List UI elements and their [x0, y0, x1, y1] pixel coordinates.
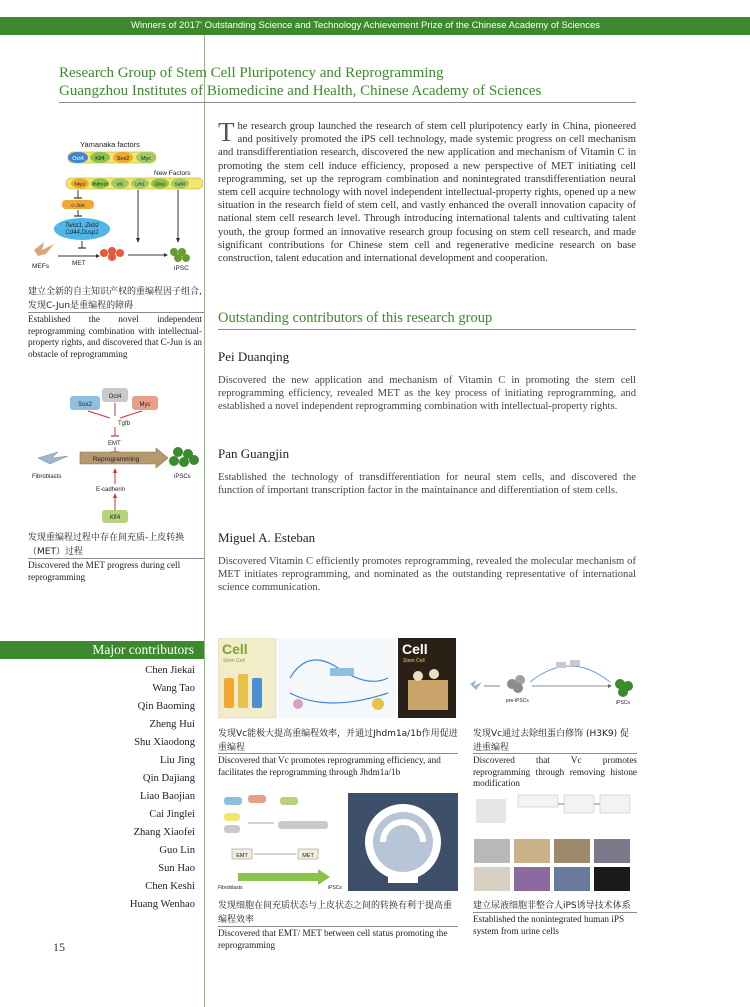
met-pathway-diagram	[28, 382, 203, 527]
header-banner	[0, 17, 750, 35]
fig2-ecadherin: E-cadherin	[96, 487, 126, 493]
major-contributors-list	[0, 662, 195, 914]
fig2-sox2: Sox2	[78, 402, 92, 408]
factor-myc: Myc	[140, 156, 152, 162]
fig2-caption-rule	[28, 558, 204, 559]
emt-met-figure	[218, 793, 458, 891]
new-factors-label: New Factors	[154, 170, 191, 177]
factor-sox2: Sox2	[116, 156, 130, 162]
contributor-name: Pan Guangjin	[218, 446, 290, 461]
fig2-oct4: Oct4	[108, 394, 122, 400]
page-number: 15	[53, 940, 65, 954]
vertical-divider	[204, 35, 205, 1007]
list-item: Sun Hao	[158, 863, 195, 874]
fig1-caption-zh: 建立全新的自主知识产权的重编程因子组合, 发现C-Jun是重编程的障碍	[28, 287, 202, 311]
fig2-tgfb: Tgfb	[118, 421, 131, 427]
fig4-pre-ipscs: pre-iPSCs	[506, 698, 529, 704]
factor-id1: Id1	[116, 182, 124, 188]
list-item: Cai Jinglei	[149, 809, 195, 820]
fig6-caption-zh: 建立尿液细胞非整合人iPS诱导技术体系	[473, 901, 631, 911]
histone-modification-figure	[470, 640, 636, 718]
list-item: Shu Xiaodong	[134, 737, 195, 748]
urine-ips-figure	[470, 793, 636, 893]
fig2-ipscs: iPSCs	[174, 474, 191, 480]
fig5-met: MET	[302, 853, 314, 859]
intro-text: he research group launched the research of stem cell pluripotency early in China, pioneered and positively promoted the iPS cell technology, made systemic progress on cell mechanism and transdifferentiation research, discovered the new application and mechanism of Vitamin C in promoting the stem cell induce efficiency, proposed a new perspective of MET initiating cell reprogramming, set up the reprogram combination and nonintegrated transdifferentiation neural stem cell acquire technology with novel independent intellectual-property rights, opened up a new situation in the research field of stem cell, and vastly enhanced the overall innovation capacity of national stem cell research level. Through introducing international talents and cultivating talent youth, the group formed an innovative research group focusing on stem cell research, and made significant contributions for Chinese stem cell and regenerative medicine research on base construction, talent education and international development and cooperation.	[218, 121, 636, 265]
major-contributors-title: Major contributors	[92, 642, 194, 657]
factor-oct4: Oct4	[72, 156, 84, 162]
list-item: Chen Keshi	[145, 881, 195, 892]
fig3-caption-en: Discovered that Vc promotes reprogramming efficiency, and facilitates the reprogramming through Jhdm1a/1b	[218, 755, 441, 777]
fig2-myc: Myc	[139, 402, 151, 408]
cover2-subtitle: Stem Cell	[403, 658, 425, 664]
fig5-fibroblasts: Fibroblasts	[218, 885, 243, 891]
banner-text: Winners of 2017' Outstanding Science and Technology Achievement Prize of the Chinese Academy of Sciences	[131, 20, 600, 31]
mefs-label: MEFs	[32, 263, 49, 270]
contributor-desc: Discovered Vitamin C efficiently promotes reprogramming, revealed the molecular mechanism of MET initiates reprogramming, and nominated as the outstanding representative of international science communication.	[218, 556, 636, 594]
fig2-caption-en: Discovered the MET progress during cell reprogramming	[28, 560, 181, 582]
section-title: Outstanding contributors of this research group	[218, 310, 493, 326]
factor-jhdm1b: Jhdm1b	[91, 182, 109, 188]
fig5-ipscs: iPSCs	[328, 885, 342, 891]
fig6-caption-rule	[473, 912, 637, 913]
list-item: Zheng Hui	[149, 719, 195, 730]
contributor-desc: Discovered the new application and mechanism of Vitamin C in promoting the stem cell reprogramming efficiency, revealed MET as the key process of initiating reprogramming, and established a novel independent reprogramming combination with intellectual-property rights.	[218, 375, 636, 413]
fig6-caption-en: Established the nonintegrated human iPS system from urine cells	[473, 914, 625, 936]
fig1-title: Yamanaka factors	[80, 140, 140, 149]
cover1-title: Cell	[222, 641, 248, 657]
ipsc-label: iPSC	[174, 265, 189, 272]
list-item: Chen Jiekai	[145, 665, 195, 676]
list-item: Huang Wenhao	[129, 899, 195, 910]
list-item: Liu Jing	[159, 755, 195, 766]
fig4-caption-rule	[473, 753, 637, 754]
factor-klf4: Klf4	[95, 156, 105, 162]
fig5-emt: EMT	[236, 853, 248, 859]
section-rule	[218, 329, 636, 330]
fig4-caption-zh: 发现Vc通过去除组蛋白修饰 (H3K9) 促进重编程	[473, 729, 629, 753]
targets-line2: Cd44,Dusp1	[65, 230, 99, 236]
fig1-caption-en: Established the novel independent reprogramming combination with intellectual-property rights, and discovered that C-Jun is an obstacle of reprogramming	[28, 314, 203, 359]
fig4-caption-en: Discovered that Vc promotes reprogramming through removing histone modification	[473, 755, 637, 789]
heading-rule	[59, 102, 636, 103]
fig2-emt: EMT	[108, 441, 121, 447]
contributor-name: Miguel A. Esteban	[218, 530, 316, 545]
fig2-fibroblasts: Fibroblasts	[32, 474, 62, 480]
list-item: Qin Baoming	[137, 701, 195, 712]
intro-paragraph	[218, 117, 636, 265]
fig1-caption-rule	[28, 312, 204, 313]
group-title: Research Group of Stem Cell Pluripotency and Reprogramming	[59, 65, 444, 81]
fig4-ipscs: iPSCs	[616, 700, 630, 706]
fig2-reprogramming: Reprogramming	[92, 456, 140, 463]
met-label: MET	[72, 260, 86, 267]
contributor-desc: Established the technology of transdifferentiation for neural stem cells, and discovered the function of important transcription factor in the maintainance and differentiation of stem cells.	[218, 472, 636, 497]
factor-glis1: Glis1	[154, 182, 166, 188]
list-item: Zhang Xiaofei	[133, 827, 195, 838]
drop-cap: T	[218, 117, 235, 147]
vc-jhdm-figure	[218, 638, 458, 720]
list-item: Wang Tao	[152, 683, 195, 694]
major-contributors-header	[0, 641, 204, 659]
fig2-klf4: Klf4	[109, 515, 121, 521]
fig5-caption-en: Discovered that EMT/ MET between cell status promoting the reprogramming	[218, 928, 448, 950]
cover1-subtitle: Stem Cell	[223, 658, 245, 664]
institute-title: Guangzhou Institutes of Biomedicine and Health, Chinese Academy of Sciences	[59, 83, 542, 99]
list-item: Guo Lin	[159, 845, 195, 856]
contributor-name: Pei Duanqing	[218, 349, 290, 364]
targets-line1: Twist1, Zeb2	[65, 223, 99, 229]
fig2-caption-zh: 发现重编程过程中存在间充质-上皮转换（MET）过程	[28, 533, 185, 557]
fig5-caption-zh: 发现细胞在间充质状态与上皮状态之间的转换有利于提高重编程效率	[218, 901, 453, 925]
factor-lrh1: Lrh1	[135, 182, 145, 188]
cjun-label: c-Jun	[71, 203, 85, 209]
fig3-caption-rule	[218, 753, 458, 754]
yamanaka-factors-diagram	[28, 138, 203, 278]
fig3-caption-zh: 发现Vc能极大提高重编程效率，并通过Jhdm1a/1b作用促进重编程	[218, 729, 458, 753]
fig5-caption-rule	[218, 926, 458, 927]
factor-sall4: Sall4	[174, 182, 186, 188]
cover2-title: Cell	[402, 641, 428, 657]
list-item: Qin Dajiang	[142, 773, 195, 784]
factor-nkp2: Nkp2	[74, 182, 86, 188]
list-item: Liao Baojian	[139, 791, 195, 802]
